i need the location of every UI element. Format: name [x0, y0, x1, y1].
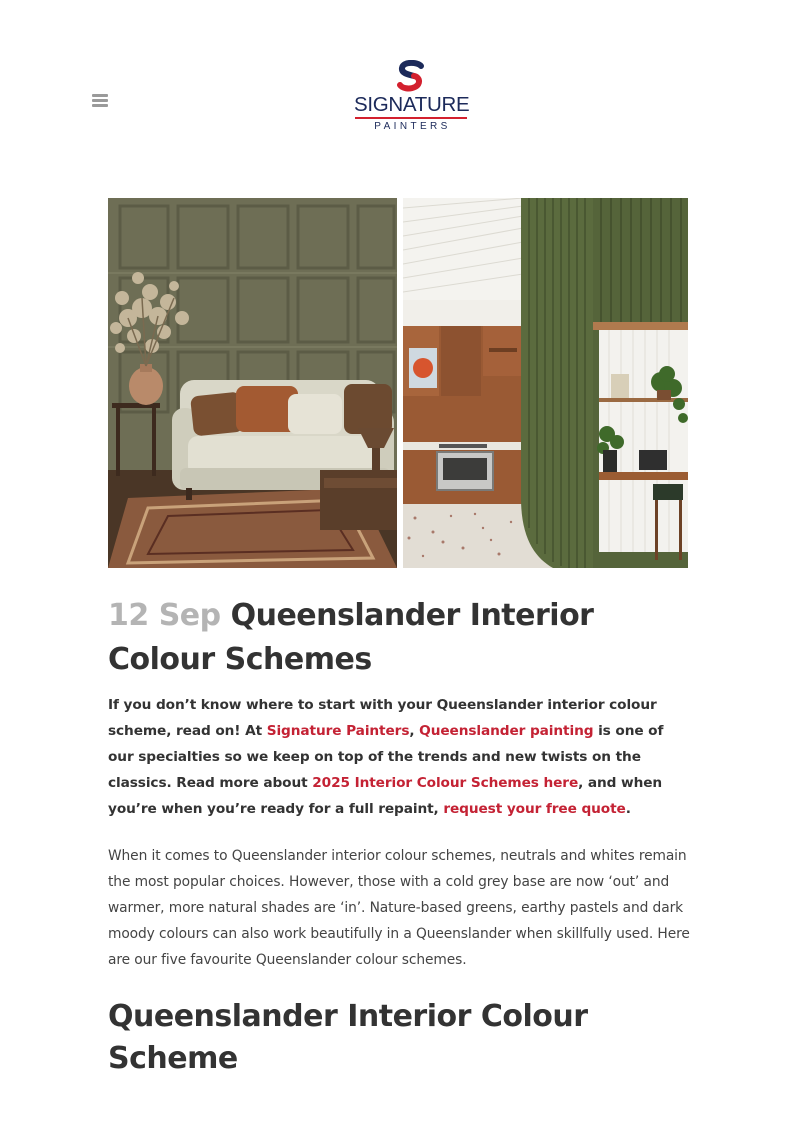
request-quote-link[interactable]: request your free quote — [443, 801, 626, 817]
section-heading: Queenslander Interior Colour Scheme — [108, 999, 588, 1076]
logo-wordmark: SIGNATURE — [354, 93, 470, 116]
intro-text-5: . — [625, 801, 631, 817]
page-title — [108, 594, 688, 682]
hero-image-living-room — [108, 198, 397, 568]
intro-text-2: , — [409, 723, 420, 739]
intro-paragraph — [108, 692, 693, 822]
hamburger-menu-icon[interactable] — [92, 94, 110, 110]
post-date: 12 Sep — [108, 598, 221, 633]
site-logo[interactable] — [354, 60, 468, 140]
logo-divider — [355, 117, 467, 119]
body-paragraph: When it comes to Queenslander interior colour schemes, neutrals and whites remain the most popular choices. However, those with a cold grey base are now ‘out’ and warmer, more natural shades are ‘in’. Nature-based greens, earthy pastels and dark moody colours can also work beautifully in a Queenslander when skillfully used. Here are our five favourite Queenslander colour schemes. — [108, 848, 690, 968]
intro-text-1: If you don’t know where to start with your Queenslander interior colour scheme, read on! At — [108, 697, 657, 739]
logo-s-mark — [394, 60, 428, 92]
logo-subtitle: PAINTERS — [374, 121, 451, 132]
interior-colour-schemes-link[interactable]: 2025 Interior Colour Schemes here — [312, 775, 579, 791]
queenslander-painting-link[interactable]: Queenslander painting — [419, 723, 594, 739]
intro-text-3: is one of our specialties so we keep on top of the trends and new twists on the classics. Read more about — [108, 723, 664, 791]
hero-image-kitchen — [403, 198, 688, 568]
signature-painters-link[interactable]: Signature Painters — [266, 723, 410, 739]
intro-text-4: , and when you’re when you’re ready for a full repaint, — [108, 775, 663, 817]
hero-image-collage — [108, 198, 688, 568]
post-title: Queenslander Interior Colour Schemes — [108, 598, 594, 677]
